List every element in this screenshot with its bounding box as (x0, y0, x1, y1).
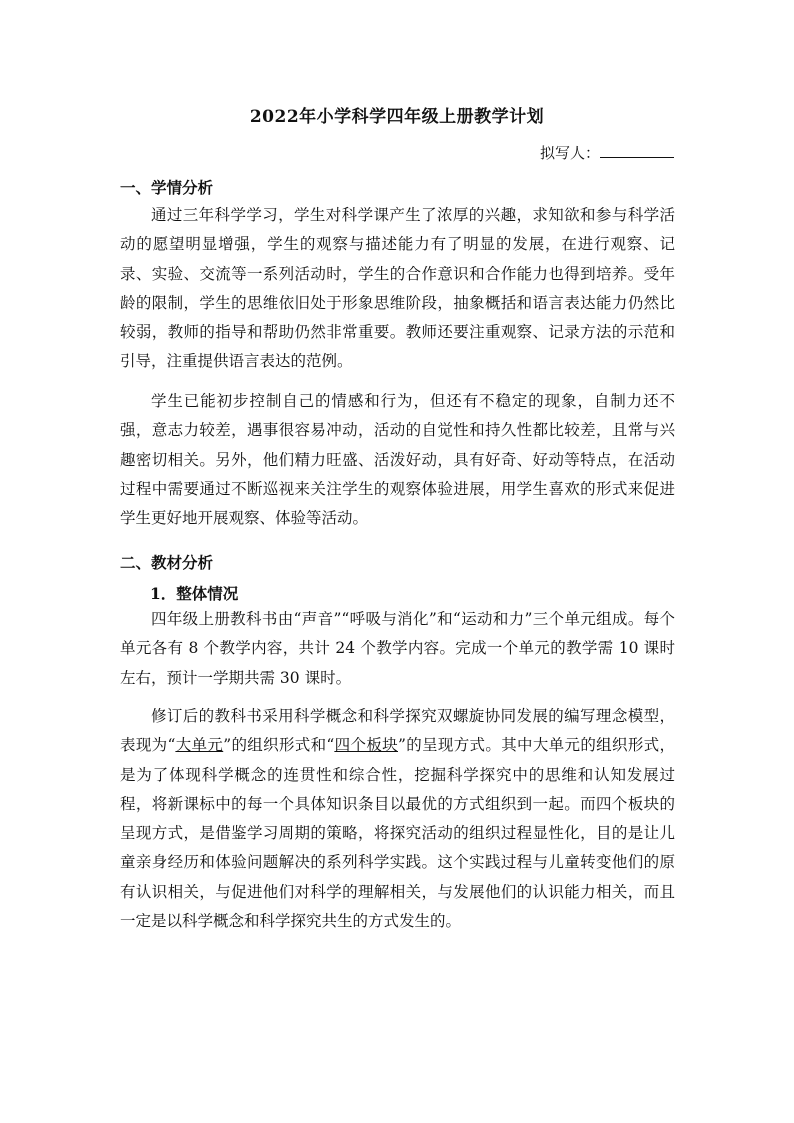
para2-text-a: 修订后的教科书采用科学概念和科学探究双螺旋协同发展的编写理念模型，表现为“ (120, 707, 675, 755)
document-title: 2022年小学科学四年级上册教学计划 (249, 107, 545, 127)
section1-paragraph-1: 通过三年科学学习，学生对科学课产生了浓厚的兴趣，求知欲和参与科学活动的愿望明显增强，学生的观察与描述能力有了明显的发展，在进行观察、记录、实验、交流等一系列活动时，学生的合作意识和合作能力也得到培养。受年龄的限制，学生的思维依旧处于形象思维阶段，抽象概括和语言表达能力仍然比较弱，教师的指导和帮助仍然非常重要。教师还要注重观察、记录方法的示范和引导，注重提供语言表达的范例。 (120, 206, 675, 371)
section2-paragraph-1: 四年级上册教科书由“声音”“呼吸与消化”和“运动和力”三个单元组成。每个单元各有 8 个教学内容，共计 24 个教学内容。完成一个单元的教学需 10 课时左右，预计一学期共需 30 课时。 (120, 610, 675, 687)
section1-paragraph-2: 学生已能初步控制自己的情感和行为，但还有不稳定的现象，自制力还不强，意志力较差，遇事很容易冲动，活动的自觉性和持久性都比较差，且常与兴趣密切相关。另外，他们精力旺盛、活泼好动，具有好奇、好动等特点，在活动过程中需要通过不断巡视来关注学生的观察体验进展，用学生喜欢的形式来促进学生更好地开展观察、体验等活动。 (120, 392, 675, 528)
section2-heading: 二、教材分析 (120, 553, 214, 572)
underlined-term-four-blocks: 四个板块 (334, 736, 398, 755)
section2-paragraph-2 (120, 702, 675, 936)
para2-text-c: ”的呈现方式。其中大单元的组织形式，是为了体现科学概念的连贯性和综合性，挖掘科学探究中的思维和认知发展过程，将新课标中的每一个具体知识条目以最优的方式组织到一起。而四个板块的呈现方式，是借鉴学习周期的策略，将探究活动的组织过程显性化，目的是让儿童亲身经历和体验问题解决的系列科学实践。这个实践过程与儿童转变他们的原有认识相关，与促进他们对科学的理解相关，与发展他们的认识能力相关，而且一定是以科学概念和科学探究共生的方式发生的。 (120, 736, 675, 931)
drafter-label: 拟写人： (539, 144, 600, 162)
para2-text-b: ”的组织形式和“ (223, 736, 335, 755)
section2-subheading-1: 1．整体情况 (150, 584, 239, 603)
section1-heading: 一、学情分析 (120, 178, 214, 197)
underlined-term-big-unit: 大单元 (175, 736, 224, 755)
drafter-line (470, 142, 674, 163)
drafter-blank (600, 143, 674, 158)
